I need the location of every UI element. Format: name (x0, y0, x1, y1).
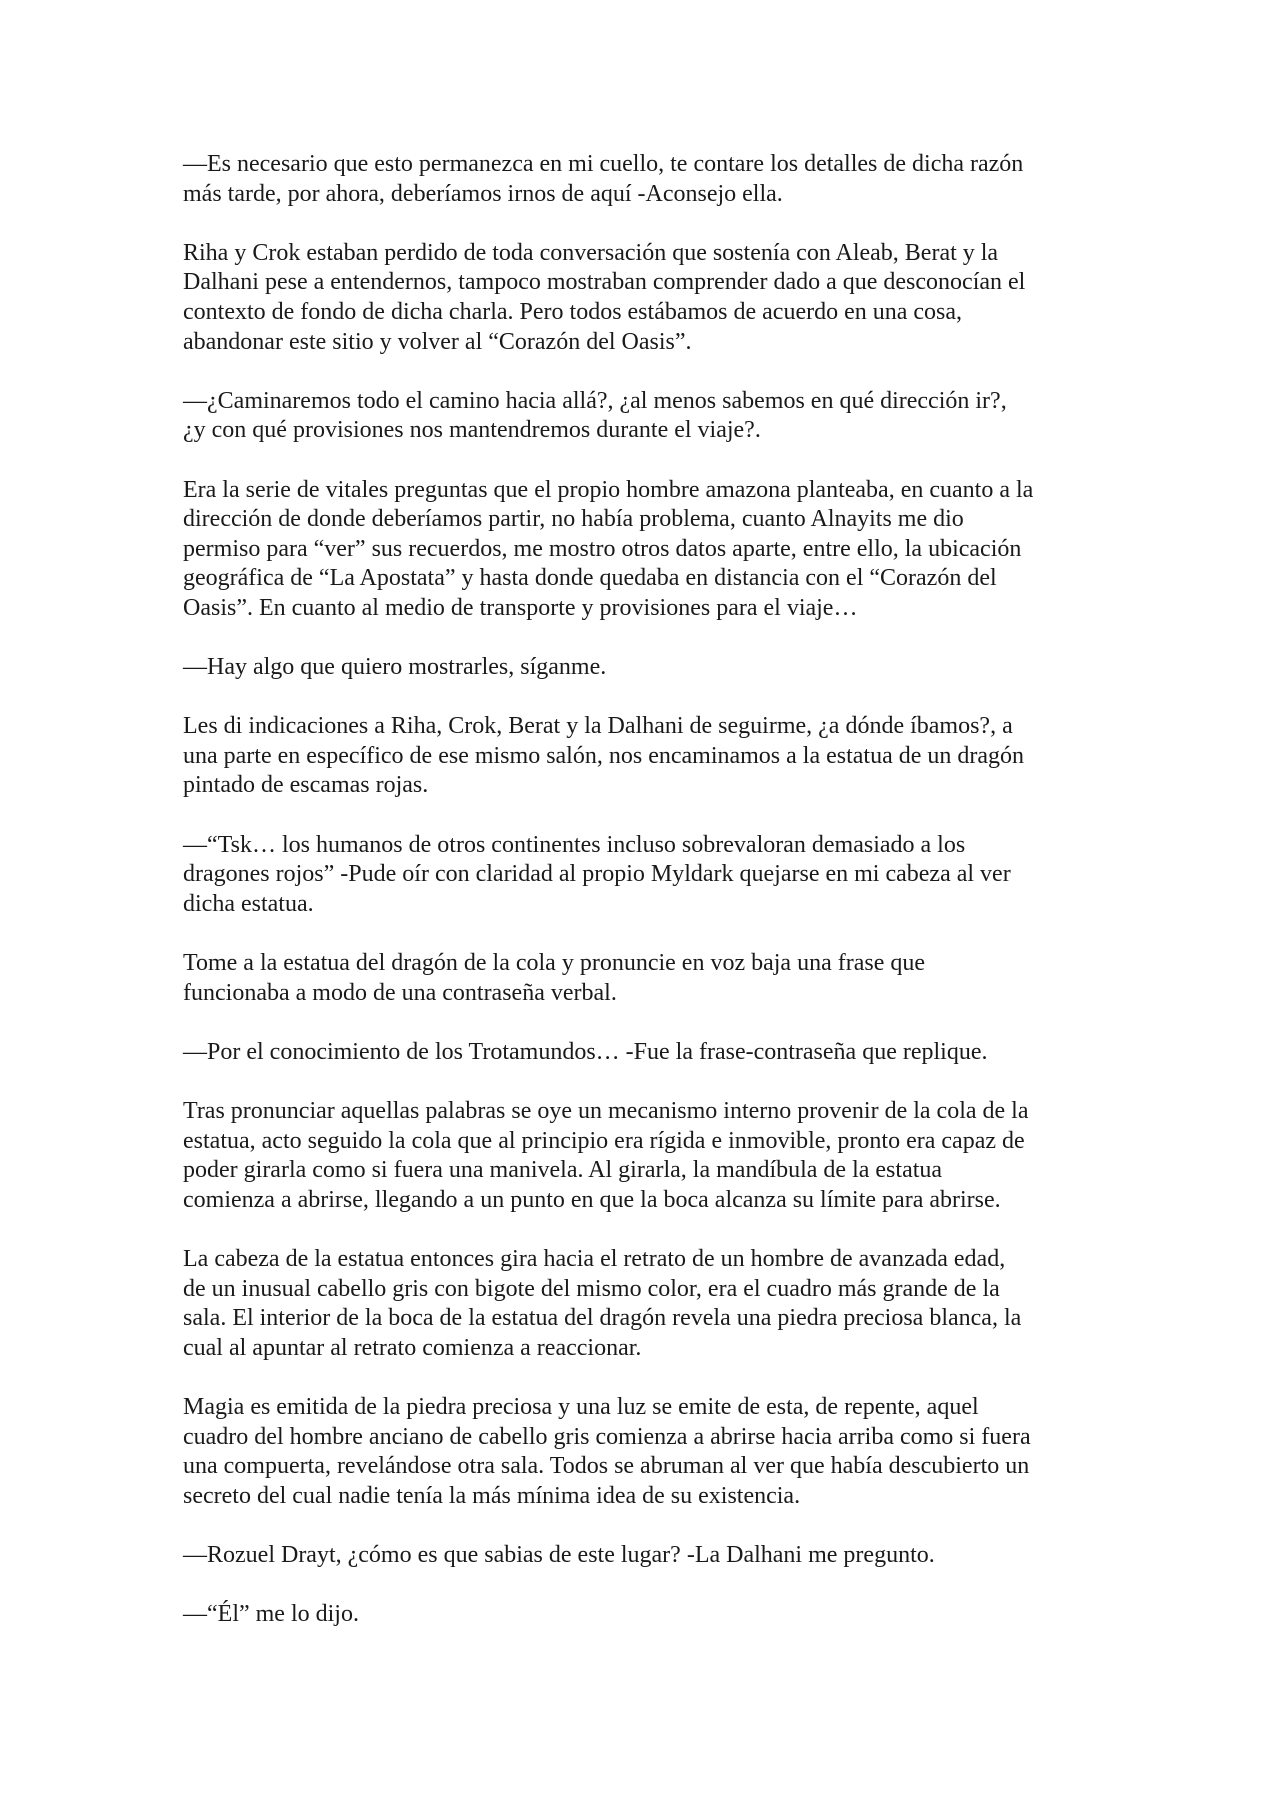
paragraph: La cabeza de la estatua entonces gira hacia el retrato de un hombre de avanzada edad, de un inusual cabello gris con bigote del mismo color, era el cuadro más grande de la sala. El interior de la boca de la estatua del dragón revela una piedra preciosa blanca, la cual al apuntar al retrato comienza a reaccionar. (183, 1245, 1022, 1361)
paragraph: —Hay algo que quiero mostrarles, síganme. (183, 654, 607, 681)
paragraph: —Es necesario que esto permanezca en mi cuello, te contare los detalles de dicha razón más tarde, por ahora, deberíamos irnos de aquí -Aconsejo ella. (183, 151, 1024, 207)
paragraph: Magia es emitida de la piedra preciosa y una luz se emite de esta, de repente, aquel cuadro del hombre anciano de cabello gris comienza a abrirse hacia arriba como si fuera una compuerta, revelándose otra sala. Todos se abruman al ver que había descubierto un secreto del cual nadie tenía la más mínima idea de su existencia. (183, 1393, 1031, 1509)
paragraph: Tras pronunciar aquellas palabras se oye un mecanismo interno provenir de la cola de la estatua, acto seguido la cola que al principio era rígida e inmovible, pronto era capaz de poder girarla como si fuera una manivela. Al girarla, la mandíbula de la estatua comienza a abrirse, llegando a un punto en que la boca alcanza su límite para abrirse. (183, 1098, 1029, 1213)
paragraph: —“Tsk… los humanos de otros continentes incluso sobrevaloran demasiado a los dragones rojos” -Pude oír con claridad al propio Myldark quejarse en mi cabeza al ver dicha estatua. (183, 831, 1011, 917)
paragraph: —Rozuel Drayt, ¿cómo es que sabias de este lugar? -La Dalhani me pregunto. (183, 1541, 935, 1568)
paragraph: —Por el conocimiento de los Trotamundos… -Fue la frase-contraseña que replique. (183, 1038, 988, 1065)
paragraph: Les di indicaciones a Riha, Crok, Berat y la Dalhani de seguirme, ¿a dónde íbamos?, a una parte en específico de ese mismo salón, nos encaminamos a la estatua de un dragón pintado de escamas rojas. (183, 713, 1025, 799)
paragraph: Era la serie de vitales preguntas que el propio hombre amazona planteaba, en cuanto a la dirección de donde deberíamos partir, no había problema, cuanto Alnayits me dio permiso para “ver” sus recuerdos, me mostro otros datos aparte, entre ello, la ubicación geográfica de “La Apostata” y hasta donde quedaba en distancia con el “Corazón del Oasis”. En cuanto al medio de transporte y provisiones para el viaje… (183, 476, 1034, 621)
paragraph: —¿Caminaremos todo el camino hacia allá?, ¿al menos sabemos en qué dirección ir?, ¿y con qué provisiones nos mantendremos durante el viaje?. (183, 387, 1007, 444)
paragraph: Tome a la estatua del dragón de la cola y pronuncie en voz baja una frase que funcionaba a modo de una contraseña verbal. (183, 950, 925, 1006)
paragraph: —“Él” me lo dijo. (183, 1601, 359, 1628)
paragraph: Riha y Crok estaban perdido de toda conversación que sostenía con Aleab, Berat y la Dalhani pese a entendernos, tampoco mostraban comprender dado a que desconocían el contexto de fondo de dicha charla. Pero todos estábamos de acuerdo en una cosa, abandonar este sitio y volver al “Corazón del Oasis”. (183, 239, 1026, 355)
document-body (183, 150, 1103, 1659)
